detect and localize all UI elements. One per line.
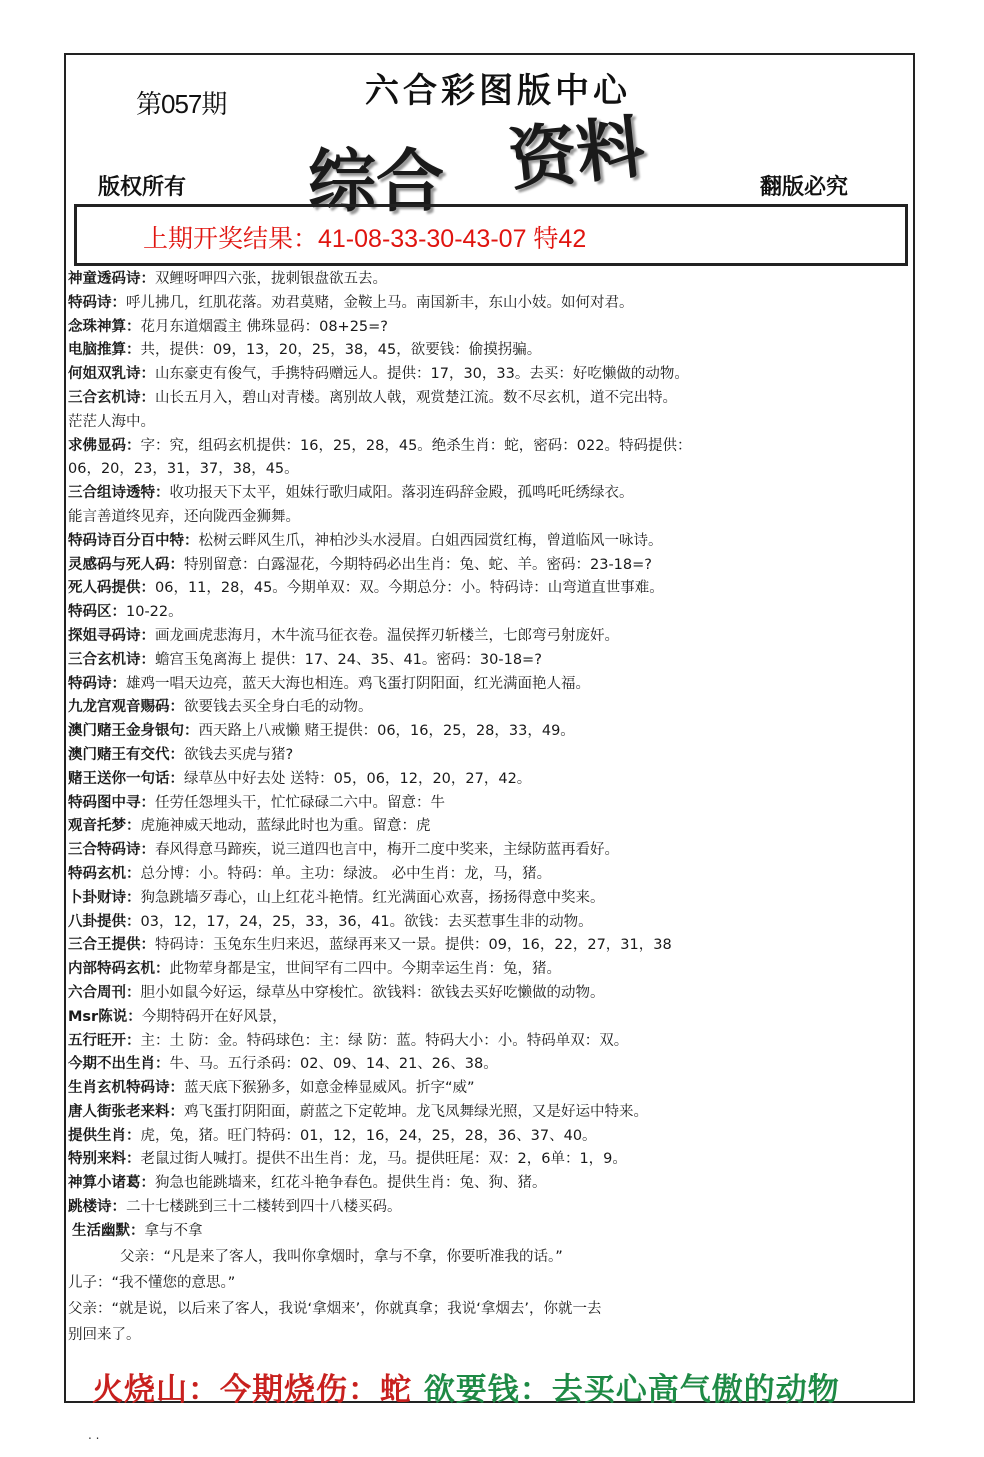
last-result-text: 上期开奖结果：41-08-33-30-43-07 特42	[143, 225, 587, 253]
line-text: 任劳任怨埋头干，忙忙碌碌二六中。留意：牛	[155, 794, 445, 811]
line-label: 灵感码与死人码：	[68, 556, 184, 573]
content-line	[68, 887, 908, 911]
content-line	[68, 815, 908, 839]
line-text: 主：土 防：金。特码球色：主：绿 防：蓝。特码大小：小。特码单双：双。	[140, 1032, 629, 1049]
line-text: 二十七楼跳到三十二楼转到四十八楼买码。	[126, 1199, 402, 1216]
content-line	[68, 363, 908, 387]
line-text: 鸡飞蛋打阴阳面，蔚蓝之下定乾坤。龙飞凤舞绿光照，又是好运中特来。	[184, 1103, 648, 1120]
line-label: 提供生肖：	[68, 1127, 141, 1144]
joke-title	[68, 1220, 908, 1244]
line-text: 06，11，28，45。今期单双：双。今期总分：小。特码诗：山弯道直世事难。	[155, 580, 664, 597]
line-text: 胆小如鼠今好运，绿草丛中穿梭忙。欲钱料：欲钱去买好吃懒做的动物。	[140, 984, 605, 1001]
issue-number: 第057期	[136, 89, 227, 119]
line-label: 五行旺开：	[68, 1032, 141, 1049]
content-line	[68, 1006, 908, 1030]
line-text: 收功报天下太平，姐妹行歌归咸阳。落羽连码辞金殿，孤鸣吒吒绣绿衣。	[169, 485, 634, 502]
line-text: 10-22。	[126, 604, 183, 621]
content-line	[68, 1148, 908, 1172]
line-text: 欲钱去买虎与猪?	[184, 746, 294, 763]
content-line	[68, 292, 908, 316]
content-line	[68, 316, 908, 340]
content-line	[68, 530, 908, 554]
joke-line: 别回来了。	[68, 1326, 141, 1343]
copyright-label: 版权所有	[98, 175, 187, 200]
line-label: 电脑推算：	[68, 342, 141, 359]
line-label: 何姐双乳诗：	[68, 366, 155, 383]
content-line	[68, 1030, 908, 1054]
line-label: 特码诗：	[68, 294, 126, 311]
content-line	[68, 601, 908, 625]
joke-line: 父亲：“就是说，以后来了客人，我说‘拿烟来’，你就真拿；我说‘拿烟去’，你就一去	[68, 1300, 602, 1317]
content-line	[68, 863, 908, 887]
line-text: 呼儿拂几，红肌花落。劝君莫赌，金鞍上马。南国新丰，东山小妓。如何对君。	[126, 294, 634, 311]
content-line	[68, 577, 908, 601]
line-text: 春风得意马蹄疾，说三道四也言中，梅开二度中奖来，主绿防蓝再看好。	[155, 842, 619, 859]
content-line	[68, 1125, 908, 1149]
content-line	[68, 958, 908, 982]
content-line	[68, 1101, 908, 1125]
line-label: 澳门赌王有交代：	[68, 746, 184, 763]
content-line	[68, 268, 908, 292]
content-line	[68, 625, 908, 649]
line-text: 山长五月入，碧山对青楼。离别故人戟，观赏楚江流。数不尽玄机，道不完出特。	[155, 389, 677, 406]
line-label: 三合组诗透特：	[68, 485, 170, 502]
line-text: 西天路上八戒懒 赌王提供：06，16，25，28，33，49。	[198, 723, 575, 740]
line-label: 特码诗百分百中特：	[68, 532, 199, 549]
line-label: 跳楼诗：	[68, 1199, 126, 1216]
content-line	[68, 768, 908, 792]
line-label: 澳门赌王金身银句：	[68, 723, 199, 740]
center-title: 六合彩图版中心	[365, 71, 631, 111]
content-line	[68, 720, 908, 744]
line-text: 此物荤身都是宝，世间罕有二四中。今期幸运生肖：兔，猪。	[169, 961, 561, 978]
line-text: 虎，兔，猪。旺门特码：01，12，16，24，25，28，36、37、40。	[140, 1127, 597, 1144]
line-text: 老鼠过街人喊打。提供不出生肖：龙，马。提供旺尾：双：2，6单：1，9。	[140, 1151, 627, 1168]
content-line	[68, 435, 908, 459]
joke-title-label: 生活幽默：	[72, 1222, 145, 1239]
content-line	[68, 554, 908, 578]
content-line	[68, 1077, 908, 1101]
piracy-warning-label: 翻版必究	[760, 175, 849, 200]
content-line	[68, 696, 908, 720]
line-label: Msr陈说：	[68, 1008, 142, 1025]
line-label: 三合王提供：	[68, 937, 155, 954]
content-line	[68, 792, 908, 816]
line-label: 特码图中寻：	[68, 794, 155, 811]
bottom-marks: . .	[88, 1428, 100, 1442]
line-label: 九龙宫观音赐码：	[68, 699, 184, 716]
line-text: 画龙画虎悲海月，木牛流马征衣卷。温侯挥刃斩楼兰，七郎弯弓射庞奸。	[155, 627, 619, 644]
last-result-box	[74, 204, 908, 266]
content-line	[68, 1172, 908, 1196]
line-label: 神童透码诗：	[68, 271, 155, 287]
line-label: 赌王送你一句话：	[68, 770, 184, 787]
line-label: 生肖玄机特码诗：	[68, 1080, 184, 1097]
line-label: 特码玄机：	[68, 865, 141, 882]
line-label: 死人码提供：	[68, 580, 155, 597]
content-line	[68, 1053, 908, 1077]
line-text: 今期特码开在好风景，	[141, 1008, 287, 1025]
line-label: 求佛显码：	[68, 437, 141, 454]
line-label: 特别来料：	[68, 1151, 141, 1168]
line-text: 特别留意：白露湿花，今期特码必出生肖：兔、蛇、羊。密码：23-18=?	[184, 556, 652, 573]
line-label: 八卦提供：	[68, 913, 141, 930]
line-text: 能言善道终见弃，还向陇西金狮舞。	[68, 508, 300, 525]
line-text: 狗急也能跳墙来，红花斗艳争春色。提供生肖：兔、狗、猪。	[155, 1175, 547, 1192]
footer-red-text: 火烧山：今期烧伤：蛇	[92, 1372, 412, 1408]
line-label: 三合玄机诗：	[68, 389, 155, 406]
content-line	[68, 649, 908, 673]
content-line	[68, 744, 908, 768]
line-text: 茫茫人海中。	[68, 413, 155, 430]
line-text: 山东豪吏有俊气，手携特码赠远人。提供：17，30，33。去买：好吃懒做的动物。	[155, 366, 689, 383]
line-label: 内部特码玄机：	[68, 961, 170, 978]
line-label: 探姐寻码诗：	[68, 627, 155, 644]
content-line	[68, 982, 908, 1006]
joke-title-text: 拿与不拿	[144, 1222, 203, 1239]
line-text: 虎施神威天地动，蓝绿此时也为重。留意：虎	[140, 818, 431, 835]
line-text: 蟾宫玉兔离海上 提供：17、24、35、41。密码：30-18=?	[155, 651, 542, 668]
line-label: 今期不出生肖：	[68, 1056, 170, 1073]
content-line	[68, 482, 908, 506]
line-label: 特码诗：	[68, 675, 126, 692]
big-title-part-1: 综合	[308, 142, 445, 222]
content-line	[68, 673, 908, 697]
content-line	[68, 839, 908, 863]
line-label: 观音托梦：	[68, 818, 141, 835]
footer-green-text: 欲要钱：去买心高气傲的动物	[423, 1372, 840, 1408]
line-text: 花月东道烟霞主 佛珠显码：08+25=?	[140, 318, 389, 335]
content-line	[68, 1196, 908, 1220]
content-line	[68, 458, 908, 482]
line-text: 蓝天底下猴狲多，如意金棒显威风。折字“威”	[184, 1080, 475, 1097]
line-label: 唐人街张老来料：	[68, 1103, 184, 1120]
line-text: 狗急跳墙歹毒心，山上红花斗艳情。红光满面心欢喜，扬扬得意中奖来。	[140, 889, 605, 906]
line-label: 念珠神算：	[68, 318, 141, 335]
content-line	[68, 506, 908, 530]
line-text: 双鲤呀呷四六张，拢刺银盘欲五去。	[155, 271, 387, 287]
line-text: 雄鸡一唱天边亮，蓝天大海也相连。鸡飞蛋打阴阳面，红光满面艳人福。	[126, 675, 590, 692]
line-label: 三合玄机诗：	[68, 651, 155, 668]
content-lines	[68, 268, 908, 1348]
joke-line: 父亲：“凡是来了客人，我叫你拿烟时，拿与不拿，你要听准我的话。”	[120, 1248, 563, 1265]
content-line	[68, 387, 908, 411]
line-label: 六合周刊：	[68, 984, 141, 1001]
big-title-part-2: 资料	[504, 107, 649, 201]
line-label: 三合特码诗：	[68, 842, 155, 859]
line-label: 特码区：	[68, 604, 126, 621]
line-text: 牛、马。五行杀码：02、09、14、21、26、38。	[169, 1056, 498, 1073]
content-line	[68, 411, 908, 435]
content-line	[68, 339, 908, 363]
line-text: 松树云畔风生爪，神柏沙头水浸眉。白姐西园赏红梅，曾道临风一咏诗。	[198, 532, 663, 549]
joke-line: 儿子：“我不懂您的意思。”	[68, 1274, 236, 1291]
line-text: 字：究，组码玄机提供：16，25，28，45。绝杀生肖：蛇，密码：022。特码提供：	[140, 437, 692, 454]
line-label: 卜卦财诗：	[68, 889, 141, 906]
line-text: 共，提供：09，13，20，25，38，45，欲要钱：偷摸拐骗。	[140, 342, 542, 359]
line-text: 06，20，23，31，37，38，45。	[68, 461, 299, 478]
content-line	[68, 934, 908, 958]
line-text: 03，12，17，24，25，33，36，41。欲钱：去买惹事生非的动物。	[140, 913, 593, 930]
footer-banner	[92, 1364, 840, 1409]
line-label: 神算小诸葛：	[68, 1175, 155, 1192]
line-text: 欲要钱去买全身白毛的动物。	[184, 699, 373, 716]
line-text: 绿草丛中好去处 送特：05，06，12，20，27，42。	[184, 770, 532, 787]
line-text: 特码诗：玉兔东生归来迟，蓝绿再来又一景。提供：09，16，22，27，31，38	[155, 937, 672, 954]
content-line	[68, 911, 908, 935]
line-text: 总分博：小。特码：单。主功：绿波。 必中生肖：龙，马，猪。	[140, 865, 552, 882]
